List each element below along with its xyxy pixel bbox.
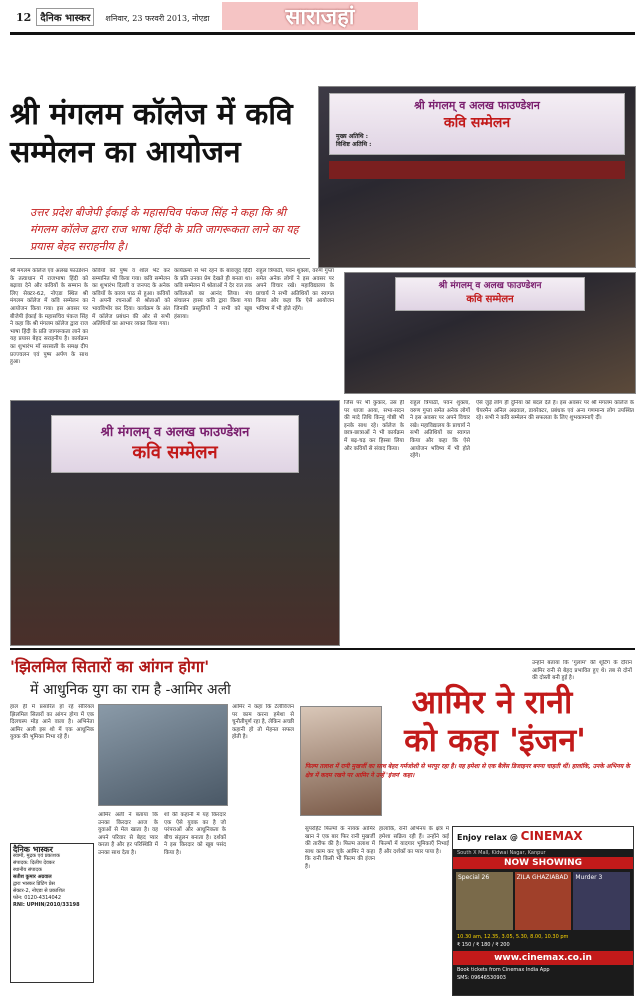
ad-movie-poster[interactable]: Special 26 (456, 872, 513, 930)
banner-chief-guest: मुख्य अतिथि : (336, 133, 368, 140)
ad-location: South X Mall, Kidwai Nagar, Kanpur (457, 850, 546, 856)
ad-website-link[interactable]: www.cinemax.co.in (453, 951, 633, 965)
story3-caption: फिल्म तलाश में रानी मुखर्जी का साथ बेहद गर्मजोशी से भरपूर रहा है। यह हमेशा से एक बैलेंस डिजाइनर बनना चाहती थीं। हालांकि, उनके अभिनय के क्षेत्र में कदम रखने पर आमिर ने उन्हें 'इंजन' कहा। (305, 763, 630, 779)
stage-banner-low (51, 415, 299, 473)
story3-col1: सुपरहिट फिल्मों के नायक आमिर खान ने एक बार फिर रानी मुखर्जी की तारीफ की है। फिल्म तलाश में साथ काम कर चुके आमिर ने कहा कि रानी किसी भी फिल्म की इंजन हैं। (305, 826, 375, 870)
story1-mid-photo (344, 272, 636, 394)
ad-tagline: Enjoy relax @ (457, 833, 518, 842)
story1-group-photo (10, 400, 340, 646)
header-rule (10, 32, 635, 35)
story1-subhead: उत्तर प्रदेश बीजेपी ईकाई के महासचिव पंकज सिंह ने कहा कि श्री मंगलम कॉलेज द्वारा राज भाषा हिंदी के प्रति जागरूकता लाने का यह प्रयास बेहद सराहनीय है। (30, 206, 299, 253)
banner-subtitle: कवि सम्मेलन (443, 115, 511, 131)
section-divider (10, 648, 635, 650)
story1-col3: कार्यक्रमों से भरे रहने के बावजूद हिंदी के प्रति उनका प्रेम देखते ही बनता था। कवि सम्मेलन में श्रोताओं ने देर रात तक कविताओं का आनंद लिया। मंच संचालन हास्य कवि द्वारा किया गया जिनकी प्रस्तुतियों ने सभी को खूब हंसाया। (174, 268, 252, 320)
imprint-line: सतीश कुमार अग्रवाल (13, 874, 52, 880)
newspaper-logo: दैनिक भास्कर (36, 8, 94, 26)
banner-special-guest: विशिष्ट अतिथि : (336, 141, 372, 148)
ad-header (453, 827, 633, 849)
banner-low-title: श्री मंगलम् व अलख फाउण्डेशन (100, 425, 250, 440)
story2-col3: शो की कहानी में यह किरदार एक ऐसे युवक का है जो परंपराओं और आधुनिकता के बीच संतुलन बनाता है। दर्शकों ने इस किरदार को खूब पसंद किया है। (164, 812, 226, 856)
story3-actress-photo (300, 706, 382, 816)
story2-col1: हाल ही में प्रसारित हो रहे सीरियल झिलमिल सितारों का आंगन होगा में एक दिलचस्प मोड़ आने वाला है। अभिनेता आमिर अली इस शो में एक आधुनिक युवक की भूमिका निभा रहे हैं। (10, 704, 94, 741)
imprint-line: सेक्टर-2, नोएडा से प्रकाशित (13, 888, 65, 894)
story1-headline (10, 96, 310, 172)
headline-line1: श्री मंगलम कॉलेज में कवि (10, 97, 293, 132)
ad-brand: CINEMAX (520, 829, 583, 843)
ad-showtimes: 10.30 am, 12.35, 3.05, 5.30, 8.00, 10.30 pm (457, 934, 569, 940)
banner-mid-title: श्री मंगलम् व अलख फाउण्डेशन (438, 281, 542, 291)
imprint-line: RNI: UPHIN/2010/33198 (13, 902, 80, 908)
story1-top-photo (318, 86, 636, 268)
story3-headline-1: आमिर ने रानी (411, 683, 573, 721)
story1-col5: जिस पर भी कुकार, उस ही पर थाजा आया, सभा-सदन की मादे तिथि किन्तु गोष्ठी भी इनके साथ रहे। कॉलेज के छात्र-छात्राओं ने भी कार्यक्रम में बढ़-चढ़ कर हिस्सा लिया और कवियों से संवाद किया। (344, 400, 404, 452)
story2-actor-photo (98, 704, 228, 806)
ad-movie-poster[interactable]: Murder 3 (573, 872, 630, 930)
masthead (12, 6, 209, 26)
story1-col2: कवियों को पुष्प व शॉल भेंट कर सम्मानित भी किया गया। कवि सम्मेलन का शुभारंभ दिल्ली व जनपद के अनेक कवियों के काव्य पाठ से हुआ। कवियों ने अपनी रचनाओं से श्रोताओं को भावविभोर कर दिया। कार्यक्रम के अंत में कॉलेज प्रबंधन की ओर से सभी अतिथियों का आभार व्यक्त किया गया। (92, 268, 170, 328)
banner-low-subtitle: कवि सम्मेलन (132, 442, 218, 463)
ad-footer: SMS: 09646530903 (457, 975, 506, 981)
story3-col2: हालांकि, रानी अभिनय के क्षेत्र में हमेशा सक्रिय रही हैं। उन्होंने कई फिल्मों में यादगार भूमिकाएँ निभाई हैं और दर्शकों का प्यार पाया है। (379, 826, 449, 855)
imprint-line: द्वारा भास्कर प्रिंटिंग प्रेस (13, 881, 55, 887)
story1-col5b: राहुल त्रिपाठी, पवन शुक्ला, वरुण गुप्ता समेत अनेक लोगों ने इस अवसर पर अपने विचार रखे। महाविद्यालय के प्राचार्य ने सभी अतिथियों का स्वागत किया और कहा कि ऐसे आयोजन भविष्य में भी होते रहेंगे। (410, 400, 470, 460)
cinemax-ad[interactable] (452, 826, 634, 996)
issue-date: शनिवार, 23 फरवरी 2013, नोएडा (105, 14, 210, 23)
page-number: 12 (16, 11, 32, 24)
ad-now-showing: NOW SHOWING (453, 857, 633, 869)
imprint-line: स्थानीय संपादक (13, 867, 42, 873)
story1-col6: ऐसे जुड़े लोग ही दुनिया को बदल देते हैं। इस अवसर पर श्री मंगलम कॉलेज के चेयरमैन अनिल अग्रवाल, डायरेक्टर, प्रबंधक एवं अन्य गणमान्य लोग उपस्थित रहे। सभी ने कवि सम्मेलन की सफलता के लिए शुभकामनाएँ दीं। (476, 400, 634, 422)
imprint-line: फोन: 0120-4314042 (13, 895, 61, 901)
imprint-box (10, 843, 94, 983)
section-title: साराजहां (222, 2, 418, 30)
story2-col4: आमिर ने कहा कि टेलीविजन पर काम करना हमेशा से चुनौतीपूर्ण रहा है, लेकिन अच्छी कहानी हो तो मेहनत सफल होती है। (232, 704, 294, 741)
banner-mid-subtitle: कवि सम्मेलन (466, 294, 514, 305)
ad-prices: ₹ 150 / ₹ 180 / ₹ 200 (457, 942, 510, 948)
ad-movie-poster[interactable]: ZILA GHAZIABAD (515, 872, 572, 930)
stage-table (329, 161, 625, 179)
story2-col2: आमिर अली ने बताया कि उनका किरदार आज के युवाओं से मेल खाता है। वह अपने परिवार से बेहद प्यार करता है और हर परिस्थिति में उनका साथ देता है। (98, 812, 158, 856)
story3-headline-2: को कहा 'इंजन' (404, 721, 586, 759)
stage-banner-mid (395, 277, 585, 311)
story1-col1: श्री मंगलम कॉलेज एवं अलख फाउंडेशन के तत्वाधान में राजभाषा हिंदी को बढ़ावा देने और कवियों के सम्मान के लिए सेक्टर-62, नोएडा स्थित श्री मंगलम कॉलेज में कवि सम्मेलन का आयोजन किया गया। इस अवसर पर बीजेपी ईकाई के महासचिव पंकज सिंह ने कहा कि श्री मंगलम कॉलेज द्वारा राज भाषा हिंदी के प्रति जागरूकता लाने का यह प्रयास बेहद सराहनीय है। कार्यक्रम का शुभारंभ माँ सरस्वती के समक्ष दीप प्रज्ज्वलन एवं पुष्प अर्पण के साथ हुआ। (10, 268, 88, 366)
story3-col3: उन्होंने बताया कि 'गुलाम' की शूटिंग के दौरान आमिर रानी से बेहद प्रभावित हुए थे। तब से दोनों की दोस्ती बनी हुई है। (532, 660, 632, 682)
imprint-line: संपादक: दिलीप देवकर (13, 860, 55, 866)
ad-booking-info: Book tickets from Cinemax India App (457, 967, 550, 973)
ad-posters (453, 869, 633, 933)
subhead-rule (10, 258, 310, 259)
story1-col4: राहुल त्रिपाठी, पवन शुक्ला, वरुण गुप्ता समेत अनेक लोगों ने इस अवसर पर अपने विचार रखे। महाविद्यालय के प्राचार्य ने सभी अतिथियों का स्वागत किया और कहा कि ऐसे आयोजन भविष्य में भी होते रहेंगे। (256, 268, 334, 312)
imprint-title: दैनिक भास्कर (13, 845, 53, 854)
story2-subhead: में आधुनिक युग का राम है -आमिर अली (30, 682, 231, 698)
headline-line2: सम्मेलन का आयोजन (10, 135, 241, 170)
banner-title: श्री मंगलम् व अलख फाउण्डेशन (414, 99, 540, 112)
story2-headline: 'झिलमिल सितारों का आंगन होगा' (10, 657, 210, 676)
stage-banner-top (329, 93, 625, 155)
imprint-line: स्वामी, मुद्रक एवं प्रकाशक (13, 853, 60, 859)
